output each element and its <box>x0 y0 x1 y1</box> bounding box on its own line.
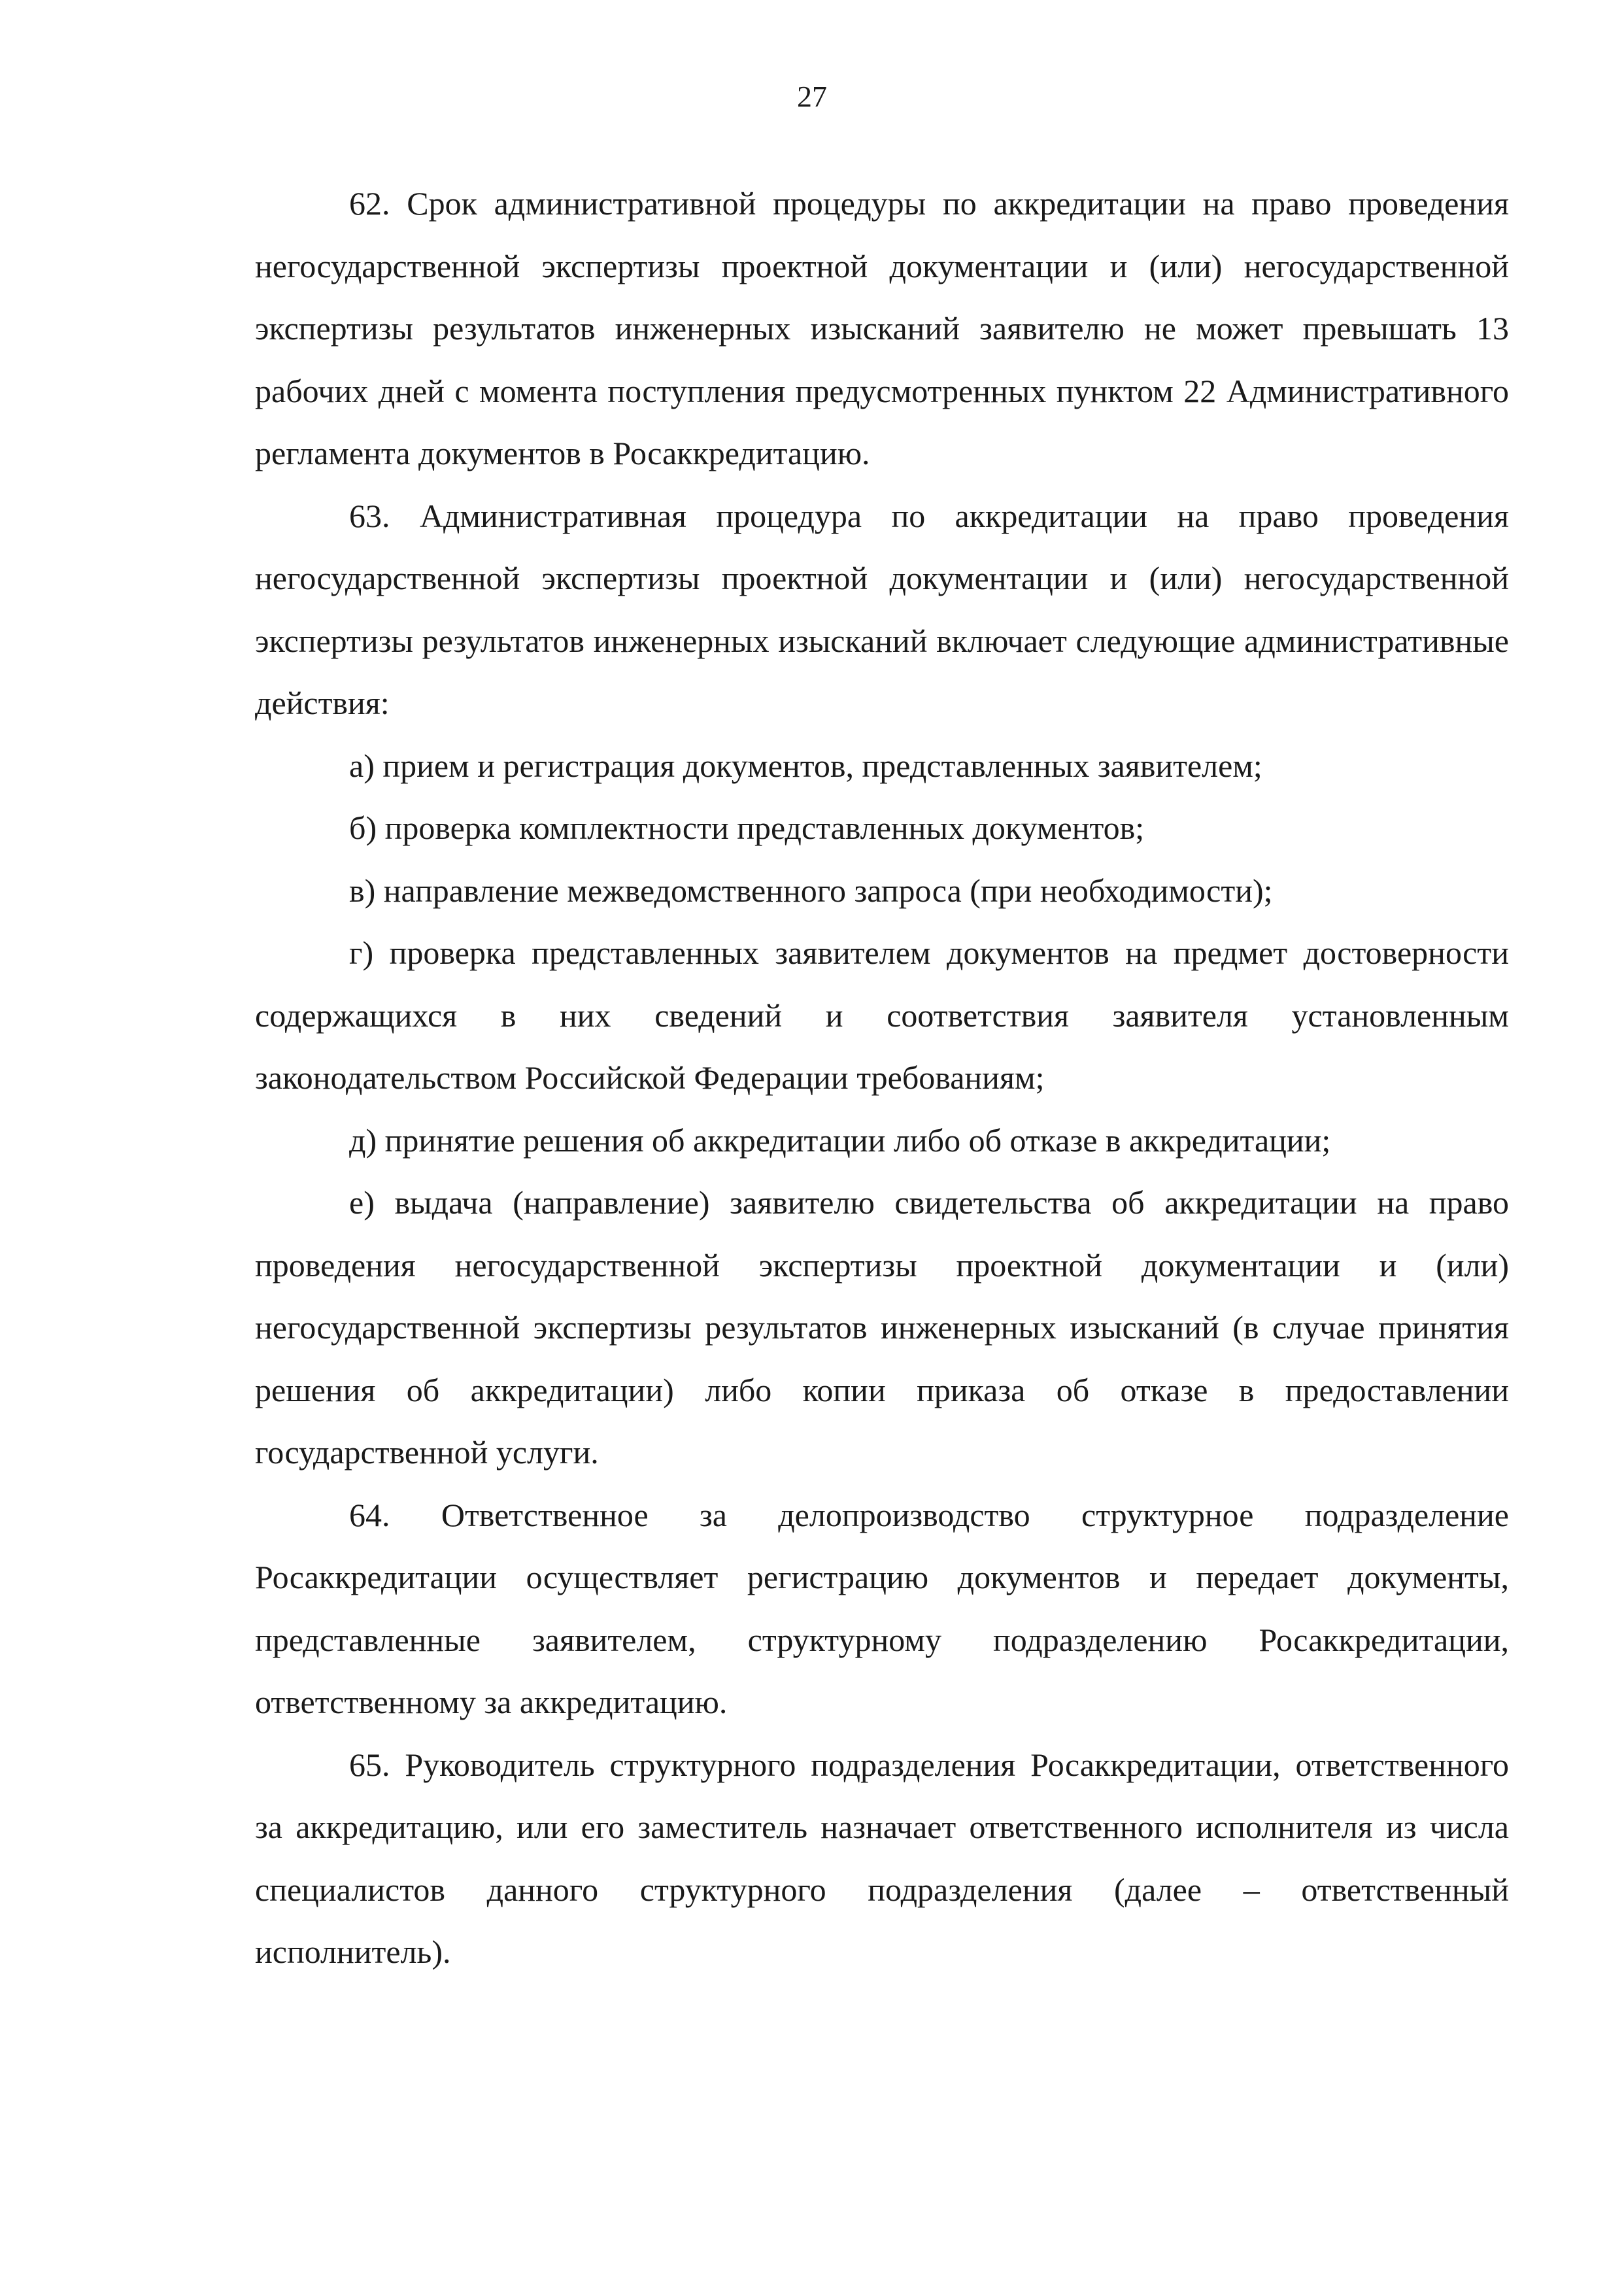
document-body <box>255 173 1509 1984</box>
list-item-a: а) прием и регистрация документов, представленных заявителем; <box>349 747 1262 784</box>
list-item-g: г) проверка представленных заявителем документов на предмет достоверности содержащихся в них сведений и соответствия заявителя установленным законодательством Российской Федерации требованиям; <box>255 934 1509 1096</box>
paragraph-62: 62. Срок административной процедуры по аккредитации на право проведения негосударственной экспертизы проектной документации и (или) негосударственной экспертизы результатов инженерных изысканий заявителю не может превышать 13 рабочих дней с момента поступления предусмотренных пунктом 22 Административного регламента документов в Росаккредитацию. <box>255 185 1509 471</box>
paragraph-65: 65. Руководитель структурного подразделения Росаккредитации, ответственного за аккредитацию, или его заместитель назначает ответственного исполнителя из числа специалистов данного структурного подразделения (далее – ответственный исполнитель). <box>255 1746 1509 1970</box>
list-item-e: е) выдача (направление) заявителю свидетельства об аккредитации на право проведения негосударственной экспертизы проектной документации и (или) негосударственной экспертизы результатов инженерных изысканий (в случае принятия решения об аккредитации) либо копии приказа об отказе в предоставлении государственной услуги. <box>255 1184 1509 1470</box>
paragraph-63: 63. Административная процедура по аккредитации на право проведения негосударственной экспертизы проектной документации и (или) негосударственной экспертизы результатов инженерных изысканий включает следующие административные действия: <box>255 497 1509 721</box>
list-item-b: б) проверка комплектности представленных документов; <box>349 809 1145 846</box>
paragraph-64: 64. Ответственное за делопроизводство структурное подразделение Росаккредитации осуществляет регистрацию документов и передает документы, представленные заявителем, структурному подразделению Росаккредитации, ответственному за аккредитацию. <box>255 1496 1509 1720</box>
list-item-v: в) направление межведомственного запроса (при необходимости); <box>349 872 1273 909</box>
list-item-d: д) принятие решения об аккредитации либо об отказе в аккредитации; <box>349 1121 1331 1159</box>
page-number: 27 <box>797 80 827 113</box>
